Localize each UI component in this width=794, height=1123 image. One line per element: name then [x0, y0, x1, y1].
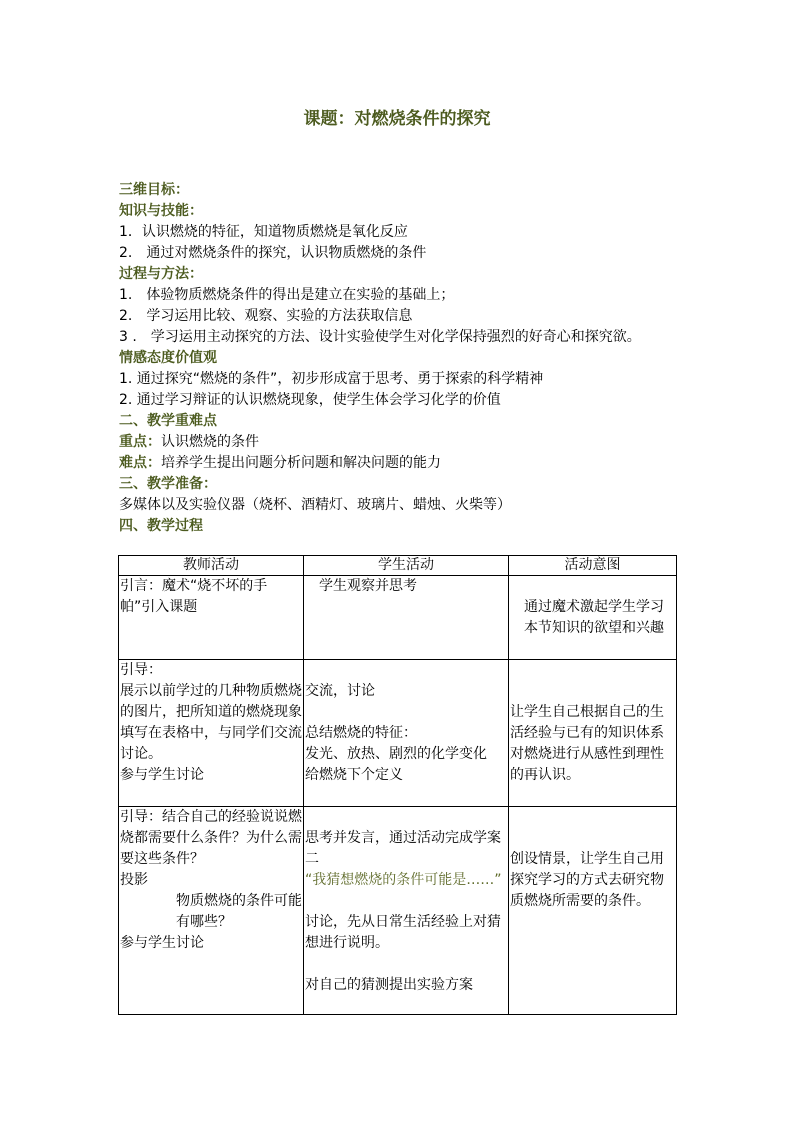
student-text [305, 807, 507, 828]
intent-text [510, 807, 675, 828]
teacher-cell [119, 807, 304, 1015]
teacher-text: 引言：魔术“烧不坏的手帕”引入课题 [120, 578, 268, 615]
intent-text: 通过魔术激起学生学习本节知识的欲望和兴趣 [524, 599, 664, 636]
teacher-text: 参与学生讨论 [120, 767, 204, 783]
intent-text [510, 681, 675, 702]
student-text [305, 702, 507, 723]
process-item: 1. 体验物质燃烧条件的得出是建立在实验的基础上； [119, 287, 455, 303]
student-text [305, 660, 507, 681]
key-point [119, 432, 679, 453]
teacher-cell [119, 660, 304, 807]
difficulty-heading: 二、教学重难点 [119, 413, 217, 429]
key-point-text: 认识燃烧的条件 [161, 434, 259, 450]
student-text [305, 954, 507, 975]
page-title: 课题：对燃烧条件的探究 [303, 109, 491, 129]
column-header-student: 学生活动 [304, 556, 509, 576]
intent-text: 创设情景，让学生自己用探究学习的方式去研究物质燃烧所需要的条件。 [510, 851, 664, 909]
emotion-heading: 情感态度价值观 [119, 350, 217, 366]
student-text: 讨论，先从日常生活经验上对猜想进行说明。 [305, 914, 501, 951]
preparation-heading: 三、教学准备： [119, 476, 217, 492]
teacher-text: 展示以前学过的几种物质燃烧的图片，把所知道的燃烧现象填写在表格中，与同学们交流讨论。 [120, 683, 302, 762]
intent-text: 让学生自己根据自己的生活经验与已有的知识体系对燃烧进行从感性到理性的再认识。 [510, 704, 664, 783]
process-item: 3 . 学习运用主动探究的方法、设计实验使学生对化学保持强烈的好奇心和探究欲。 [119, 329, 641, 345]
student-text: 给燃烧下个定义 [305, 767, 403, 783]
hard-point-label: 难点： [119, 455, 161, 471]
knowledge-heading: 知识与技能： [119, 203, 203, 219]
emotion-item: 1. 通过探究“燃烧的条件”，初步形成富于思考、勇于探索的科学精神 [119, 371, 544, 387]
intent-cell [509, 660, 677, 807]
hard-point-text: 培养学生提出问题分析问题和解决问题的能力 [161, 455, 441, 471]
process-item: 2. 学习运用比较、观察、实验的方法获取信息 [119, 308, 413, 324]
teacher-text: 引导： [120, 662, 162, 678]
teacher-text: 参与学生讨论 [120, 935, 204, 951]
process-heading: 过程与方法： [119, 266, 203, 282]
intent-text [510, 576, 675, 597]
table-row [119, 576, 677, 660]
intent-cell [509, 807, 677, 1015]
teacher-cell [119, 576, 304, 660]
student-text: 总结燃烧的特征： [305, 725, 417, 741]
intent-text [510, 660, 675, 681]
student-text: 对自己的猜测提出实验方案 [305, 977, 473, 993]
preparation-text: 多媒体以及实验仪器（烧杯、酒精灯、玻璃片、蜡烛、火柴等） [119, 497, 511, 513]
student-cell [304, 576, 509, 660]
teacher-text: 物质燃烧的条件可能有哪些？ [176, 893, 302, 930]
student-text: 发光、放热、剧烈的化学变化 [305, 746, 487, 762]
student-text [305, 891, 507, 912]
emotion-item: 2. 通过学习辩证的认识燃烧现象，使学生体会学习化学的价值 [119, 392, 501, 408]
intent-text [510, 828, 675, 849]
table-header-row [119, 556, 677, 576]
teacher-text: 引导：结合自己的经验说说燃烧都需要什么条件？为什么需要这些条件？ [120, 809, 302, 867]
intent-cell [509, 576, 677, 660]
student-cell [304, 660, 509, 807]
key-point-label: 重点： [119, 434, 161, 450]
hard-point [119, 453, 679, 474]
student-text: “我猜想燃烧的条件可能是……” [305, 872, 502, 888]
column-header-intent: 活动意图 [509, 556, 677, 576]
objectives-heading: 三维目标： [119, 182, 189, 198]
student-cell [304, 807, 509, 1015]
student-text: 思考并发言，通过活动完成学案二 [305, 830, 501, 867]
knowledge-item: 2. 通过对燃烧条件的探究，认识物质燃烧的条件 [119, 245, 427, 261]
student-text: 交流，讨论 [305, 683, 375, 699]
table-row [119, 807, 677, 1015]
student-text: 学生观察并思考 [319, 578, 417, 594]
lesson-content [119, 180, 679, 537]
teacher-text: 投影 [120, 872, 148, 888]
teaching-process-table [118, 555, 677, 1015]
process-section-heading: 四、教学过程 [119, 518, 203, 534]
table-row [119, 660, 677, 807]
knowledge-item: 1．认识燃烧的特征，知道物质燃烧是氧化反应 [119, 224, 408, 240]
column-header-teacher: 教师活动 [119, 556, 304, 576]
